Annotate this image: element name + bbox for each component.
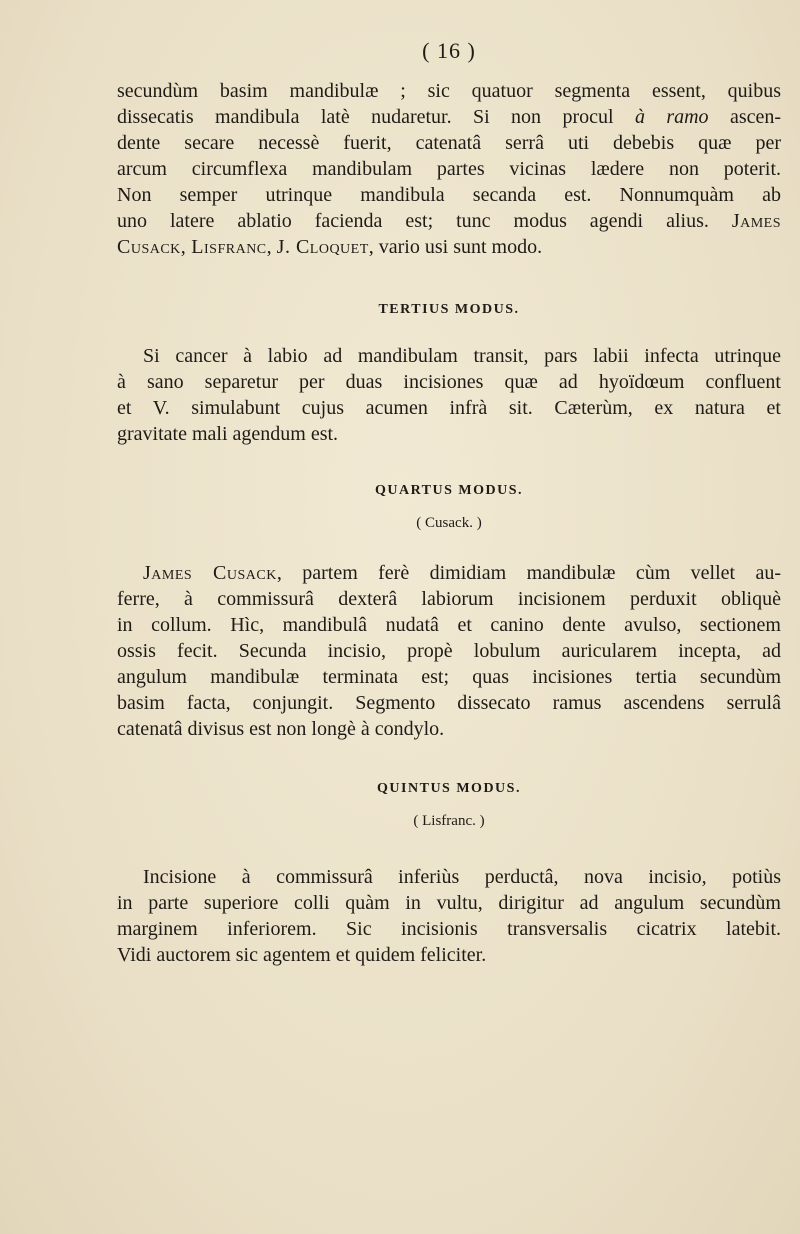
text-line: dente secare necessè fuerit, catenatâ serrâ uti debebis quæ per	[117, 132, 781, 154]
text-line: à sano separetur per duas incisiones quæ ad hyoïdœum confluent	[117, 371, 781, 393]
quintus-paragraph	[117, 864, 781, 968]
book-page	[117, 36, 782, 966]
text-line: James Cusack, partem ferè dimidiam mandibulæ cùm vellet au-	[143, 562, 781, 584]
text-line: basim facta, conjungit. Segmento dissecato ramus ascendens serrulâ	[117, 692, 781, 714]
intro-paragraph	[117, 78, 781, 260]
text-line: secundùm basim mandibulæ ; sic quatuor segmenta essent, quibus	[117, 80, 781, 102]
section-heading-tertius: TERTIUS MODUS.	[378, 302, 520, 317]
text-line: gravitate mali agendum est.	[117, 423, 339, 445]
text-line: Vidi auctorem sic agentem et quidem feliciter.	[117, 944, 487, 966]
page-number: ( 16 )	[422, 38, 476, 63]
section-heading-quartus: QUARTUS MODUS.	[374, 483, 524, 498]
text-line: catenatâ divisus est non longè à condylo.	[117, 718, 445, 740]
text-line: arcum circumflexa mandibulam partes vicinas lædere non poterit.	[117, 158, 781, 180]
text-line: in collum. Hìc, mandibulâ nudatâ et canino dente avulso, sectionem	[117, 614, 781, 636]
author-name: James Cusack	[143, 562, 277, 584]
text-line: Cusack, Lisfranc, J. Cloquet, vario usi sunt modo.	[117, 236, 543, 258]
text-line: angulum mandibulæ terminata est; quas incisiones tertia secundùm	[117, 666, 781, 688]
text-line: Incisione à commissurâ inferiùs perductâ, nova incisio, potiùs	[143, 866, 781, 888]
text-line: ferre, à commissurâ dexterâ labiorum incisionem perduxit obliquè	[117, 588, 781, 610]
text-line: uno latere ablatio facienda est; tunc modus agendi alius. James	[117, 210, 782, 232]
text-line: et V. simulabunt cujus acumen infrà sit. Cæterùm, ex natura et	[117, 397, 781, 419]
author-name: Cusack,	[117, 236, 187, 258]
author-name: J. Cloquet	[276, 236, 369, 258]
text-line: marginem inferiorem. Sic incisionis transversalis cicatrix latebit.	[117, 918, 781, 940]
text-line: Si cancer à labio ad mandibulam transit, pars labii infecta utrinque	[143, 345, 781, 367]
text-line: ossis fecit. Secunda incisio, propè lobulum auricularem incepta, ad	[117, 640, 781, 662]
italic-phrase: à ramo	[634, 106, 709, 128]
section-subheading-quartus: ( Cusack. )	[416, 515, 482, 531]
tertius-paragraph	[117, 343, 781, 447]
author-name: James	[731, 210, 782, 232]
text-line: dissecatis mandibula latè nudaretur. Si non procul à ramo ascen-	[117, 106, 782, 128]
quartus-paragraph	[117, 560, 781, 742]
text-line: in parte superiore colli quàm in vultu, dirigitur ad angulum secundùm	[117, 892, 781, 914]
section-subheading-quintus: ( Lisfranc. )	[413, 813, 485, 829]
section-heading-quintus: QUINTUS MODUS.	[377, 781, 521, 796]
text-line: Non semper utrinque mandibula secanda est. Nonnumquàm ab	[117, 184, 781, 206]
author-name: Lisfranc	[191, 236, 267, 258]
